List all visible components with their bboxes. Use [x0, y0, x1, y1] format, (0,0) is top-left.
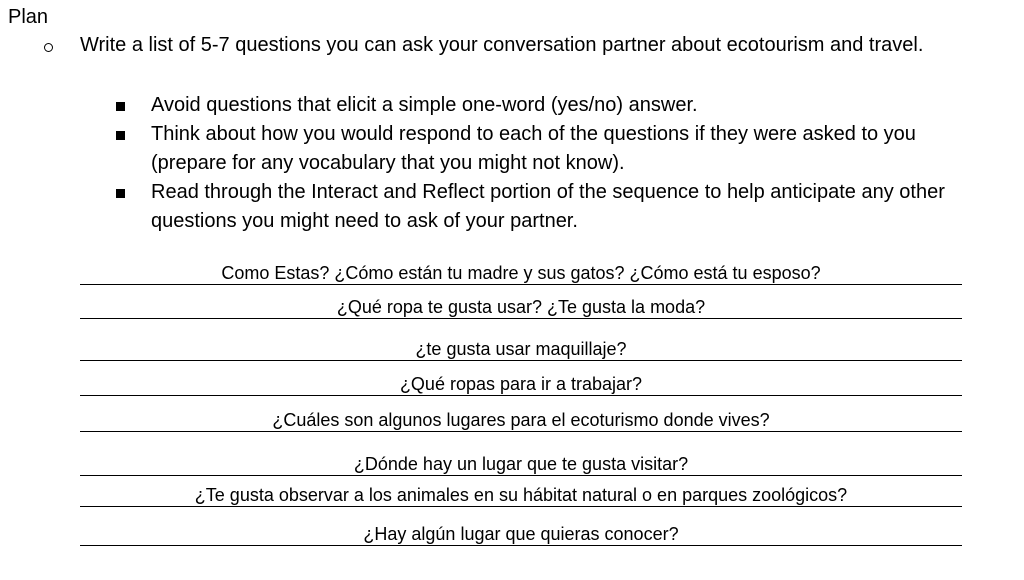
- circle-bullet-icon: [44, 43, 53, 52]
- task-text: Write a list of 5-7 questions you can ask your conversation partner about ecotourism and travel.: [80, 34, 924, 56]
- tip-item: [116, 91, 996, 120]
- question-line: ¿Dónde hay un lugar que te gusta visitar?: [80, 453, 962, 476]
- section-heading: Plan: [8, 6, 49, 28]
- square-bullet-icon: [116, 131, 125, 140]
- question-line: ¿Qué ropa te gusta usar? ¿Te gusta la moda?: [80, 296, 962, 319]
- tip-item: [116, 120, 996, 178]
- question-line: ¿Hay algún lugar que quieras conocer?: [80, 523, 962, 546]
- question-line: ¿Cuáles son algunos lugares para el ecoturismo donde vives?: [80, 409, 962, 432]
- tips-list: [116, 91, 996, 236]
- tip-text: Read through the Interact and Reflect portion of the sequence to help anticipate any other questions you might need to ask of your partner.: [151, 181, 945, 232]
- tip-item: [116, 178, 996, 236]
- tip-text: Avoid questions that elicit a simple one-word (yes/no) answer.: [151, 94, 698, 116]
- square-bullet-icon: [116, 102, 125, 111]
- question-line: ¿te gusta usar maquillaje?: [80, 338, 962, 361]
- tip-text: Think about how you would respond to each of the questions if they were asked to you (prepare for any vocabulary that you might not know).: [151, 123, 916, 174]
- question-line: Como Estas? ¿Cómo están tu madre y sus gatos? ¿Cómo está tu esposo?: [80, 262, 962, 285]
- question-line: ¿Te gusta observar a los animales en su hábitat natural o en parques zoológicos?: [80, 484, 962, 507]
- question-line: ¿Qué ropas para ir a trabajar?: [80, 373, 962, 396]
- square-bullet-icon: [116, 189, 125, 198]
